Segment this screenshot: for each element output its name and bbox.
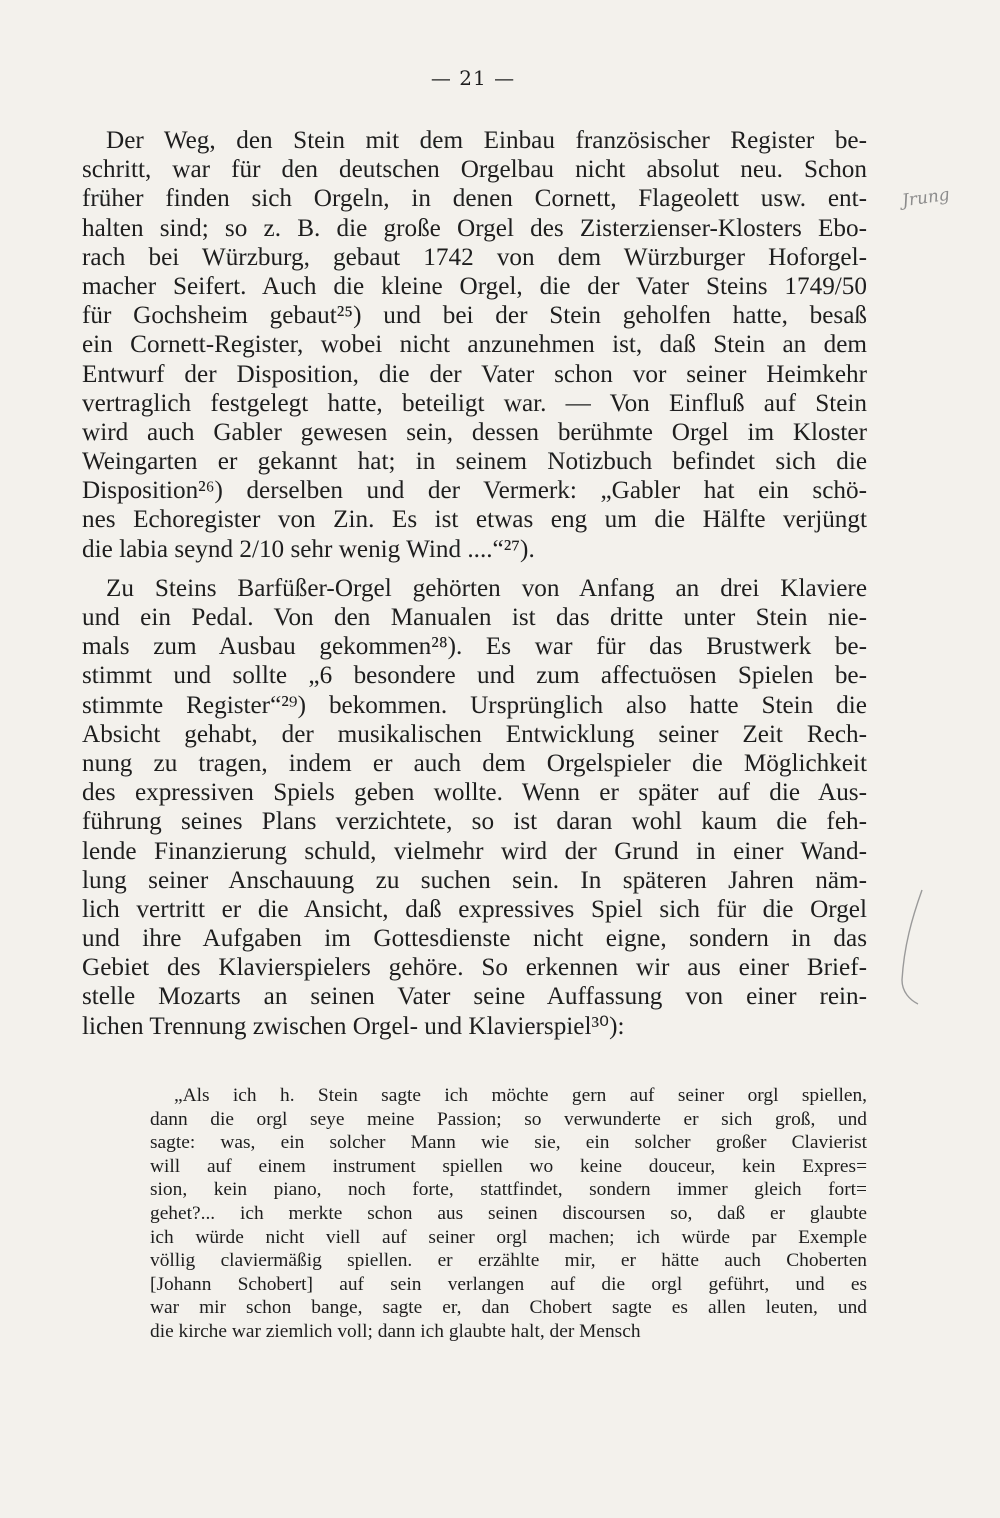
text-line: war mir schon bange, sagte er, dan Chobert sagte es allen leuten, und — [150, 1297, 867, 1319]
text-line: mals zum Ausbau gekommen²⁸). Es war für das Brustwerk be- — [82, 633, 867, 661]
text-line: Disposition²⁶) derselben und der Vermerk: „Gabler hat ein schö- — [82, 477, 867, 505]
text-line: rach bei Würzburg, gebaut 1742 von dem Würzburger Hoforgel- — [82, 243, 867, 271]
text-line: gehet?... ich merkte schon aus seinen discoursen so, daß er glaubte — [150, 1202, 867, 1224]
text-line: stelle Mozarts an seinen Vater seine Auffassung von einer rein- — [82, 983, 867, 1011]
text-line: lichen Trennung zwischen Orgel- und Klavierspiel³⁰): — [82, 1012, 625, 1040]
text-line: wird auch Gabler gewesen sein, dessen berühmte Orgel im Kloster — [82, 418, 867, 446]
text-line: und ein Pedal. Von den Manualen ist das dritte unter Stein nie- — [82, 604, 867, 631]
text-line: [Johann Schobert] auf sein verlangen auf die orgl geführt, und es — [150, 1273, 867, 1295]
text-line: Der Weg, den Stein mit dem Einbau französischer Register be- — [106, 127, 867, 154]
text-line: dann die orgl seye meine Passion; so verwunderte er sich groß, und — [150, 1108, 867, 1130]
page-number: — 21 — — [430, 66, 516, 90]
text-line: und ihre Aufgaben im Gottesdienste nicht eigne, sondern in das — [82, 925, 867, 953]
text-line: sagte: was, ein solcher Mann wie sie, ein solcher großer Clavierist — [150, 1132, 867, 1154]
text-line: für Gochsheim gebaut²⁵) und bei der Stein geholfen hatte, besaß — [82, 302, 867, 330]
text-line: lung seiner Anschauung zu suchen sein. In späteren Jahren näm- — [82, 866, 867, 894]
text-line: lende Finanzierung schuld, vielmehr wird der Grund in einer Wand- — [82, 837, 867, 865]
text-line: führung seines Plans verzichtete, so ist daran wohl kaum die feh- — [82, 808, 867, 836]
paragraph-1 — [82, 126, 867, 564]
text-line: sion, kein piano, noch forte, stattfindet, sondern immer gleich fort= — [150, 1179, 867, 1201]
text-line: die kirche war ziemlich voll; dann ich glaubte halt, der Mensch — [150, 1320, 641, 1342]
text-line: schritt, war für den deutschen Orgelbau nicht absolut neu. Schon — [82, 156, 867, 184]
body-text — [82, 126, 867, 1041]
paragraph-2 — [82, 574, 867, 1041]
text-line: stimmt und sollte „6 besondere und zum affectuösen Spielen be- — [82, 662, 867, 690]
text-line: nes Echoregister von Zin. Es ist etwas eng um die Hälfte verjüngt — [82, 506, 867, 534]
text-line: des expressiven Spiels geben wollte. Wenn er später auf die Aus- — [82, 779, 867, 807]
text-line: Entwurf der Disposition, die der Vater schon vor seiner Heimkehr — [82, 360, 867, 388]
text-line: macher Seifert. Auch die kleine Orgel, die der Vater Steins 1749/50 — [82, 272, 867, 300]
text-line: lich vertritt er die Ansicht, daß expressives Spiel sich für die Orgel — [82, 895, 867, 923]
block-quote-mozart-letter — [150, 1084, 867, 1344]
text-line: ich würde nicht viell auf seiner orgl machen; ich würde par Exemple — [150, 1226, 867, 1248]
text-line: völlig claviermäßig spiellen. er erzählte mir, er hätte auch Choberten — [150, 1250, 867, 1272]
text-line: Zu Steins Barfüßer-Orgel gehörten von Anfang an drei Klaviere — [106, 574, 867, 602]
text-line: vertraglich festgelegt hatte, beteiligt war. — Von Einfluß auf Stein — [82, 389, 867, 417]
text-line: Weingarten er gekannt hat; in seinem Notizbuch befindet sich die — [82, 448, 867, 476]
margin-pencil-bracket-icon — [898, 888, 928, 1006]
text-line: die labia seynd 2/10 sehr wenig Wind ....“²⁷). — [82, 535, 535, 563]
text-line: früher finden sich Orgeln, in denen Cornett, Flageolett usw. ent- — [82, 185, 867, 213]
text-line: nung zu tragen, indem er auch dem Orgelspieler die Möglichkeit — [82, 749, 867, 777]
text-line: stimmte Register“²⁹) bekommen. Ursprünglich also hatte Stein die — [82, 691, 867, 719]
text-line: halten sind; so z. B. die große Orgel des Zisterzienser-Klosters Ebo- — [82, 214, 867, 242]
text-line: Absicht gehabt, der musikalischen Entwicklung seiner Zeit Rech- — [82, 720, 867, 748]
text-line: „Als ich h. Stein sagte ich möchte gern auf seiner orgl spiellen, — [174, 1085, 867, 1106]
margin-handwritten-note: Jrung — [900, 184, 951, 212]
text-line: Gebiet des Klavierspielers gehöre. So erkennen wir aus einer Brief- — [82, 954, 867, 982]
text-line: ein Cornett-Register, wobei nicht anzunehmen ist, daß Stein an dem — [82, 331, 867, 359]
text-line: will auf einem instrument spiellen wo keine douceur, kein Expres= — [150, 1155, 867, 1177]
